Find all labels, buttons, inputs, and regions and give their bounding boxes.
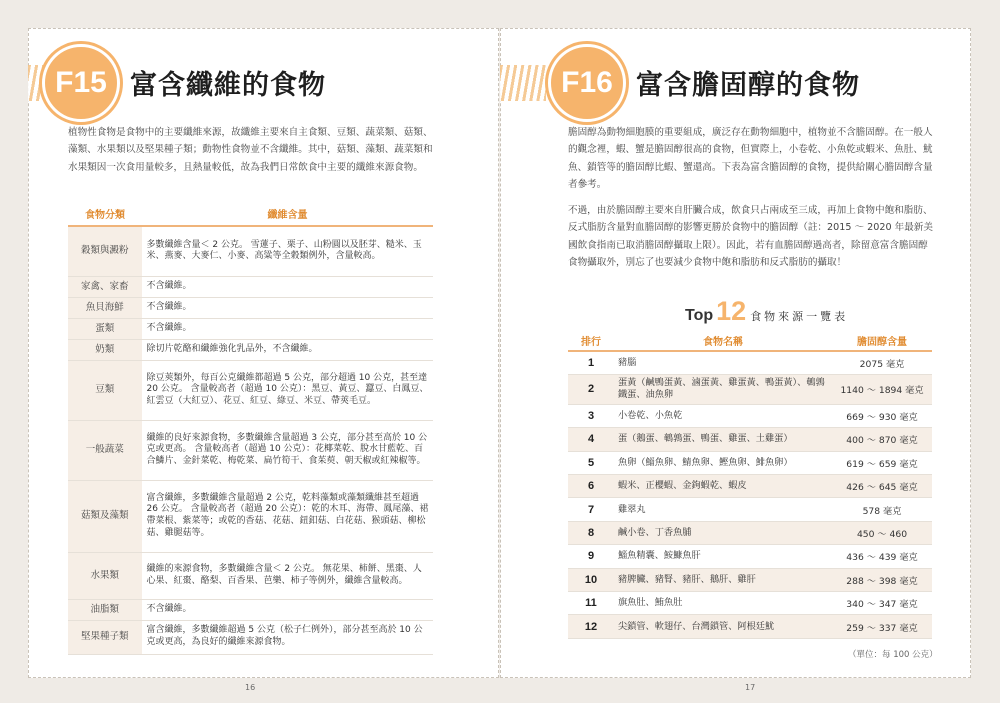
cholesterol-table xyxy=(568,331,932,639)
rank-cell: 4 xyxy=(568,428,614,451)
rank-cell: 5 xyxy=(568,451,614,474)
table-row xyxy=(568,351,932,374)
food-name-cell: 豬脾臟、豬腎、豬肝、鵝肝、雞肝 xyxy=(614,568,832,591)
rank-cell: 1 xyxy=(568,351,614,374)
fiber-category: 水果類 xyxy=(68,552,142,599)
fiber-category: 蛋類 xyxy=(68,318,142,339)
fiber-col-content: 纖維含量 xyxy=(142,202,433,226)
table-row xyxy=(68,276,433,297)
table-row xyxy=(568,404,932,427)
food-name-cell: 尖鎖管、軟翅仔、台灣鎖管、阿根廷魷 xyxy=(614,615,832,638)
fiber-category: 奶類 xyxy=(68,339,142,360)
fiber-category: 堅果種子類 xyxy=(68,620,142,654)
table-row xyxy=(68,552,433,599)
fiber-category: 豆類 xyxy=(68,360,142,420)
rank-cell: 6 xyxy=(568,475,614,498)
fiber-table-header xyxy=(68,202,433,226)
amount-cell: 259 ～ 337 毫克 xyxy=(832,615,932,638)
amount-cell: 288 ～ 398 毫克 xyxy=(832,568,932,591)
table-row xyxy=(568,428,932,451)
section-badge-f15: F15 xyxy=(42,44,120,122)
cholesterol-note-paragraph: 不過，由於膽固醇主要來自肝臟合成，飲食只占兩成至三成，再加上食物中飽和脂肪、反式脂肪含量對血膽固醇的影響更勝於食物中的膽固醇（註：2015 ～ 2020 年最新美國飲食指南已取消膽固醇攝取上限）。因此，若有血膽固醇過高者，除留意富含膽固醇食物攝取外，別忘了也要減少食物中飽和脂肪和反式脂肪的攝取！ xyxy=(568,205,933,269)
amount-cell: 436 ～ 439 毫克 xyxy=(832,545,932,568)
col-cholesterol: 膽固醇含量 xyxy=(832,331,932,351)
fiber-description: 不含纖維。 xyxy=(142,318,433,339)
table-row xyxy=(68,480,433,552)
table-row xyxy=(568,592,932,615)
cholesterol-table-header xyxy=(568,331,932,351)
fiber-description: 多數纖維含量＜ 2 公克。 雪蓮子、栗子、山粉圓以及胚芽、糙米、玉米、燕麥、大麥仁、小麥、高粱等全穀類例外，含量較高。 xyxy=(142,226,433,276)
stripe-decoration xyxy=(500,65,546,101)
table-row xyxy=(568,568,932,591)
fiber-description: 纖維的來源食物，多數纖維含量＜ 2 公克。 無花果、柿餅、黑棗、人心果、紅棗、酪梨、百香果、芭樂、柿子等例外，纖維含量較高。 xyxy=(142,552,433,599)
fiber-description: 不含纖維。 xyxy=(142,276,433,297)
table-row xyxy=(68,599,433,620)
page-number-left: 16 xyxy=(245,683,256,692)
amount-cell: 340 ～ 347 毫克 xyxy=(832,592,932,615)
food-name-cell: 雞翠丸 xyxy=(614,498,832,521)
table-row xyxy=(568,451,932,474)
food-name-cell: 蛋黃（鹹鴨蛋黃、滷蛋黃、雞蛋黃、鴨蛋黃）、鵪鶉鐵蛋、油魚卵 xyxy=(614,374,832,404)
rank-cell: 8 xyxy=(568,521,614,544)
food-name-cell: 鹹小卷、丁香魚脯 xyxy=(614,521,832,544)
section-title-cholesterol: 富含膽固醇的食物 xyxy=(636,70,860,101)
table-row xyxy=(568,521,932,544)
fiber-description: 富含纖維，多數纖維超過 5 公克（松子仁例外），部分甚至高於 10 公克或更高，為良好的纖維來源食物。 xyxy=(142,620,433,654)
rank-cell: 11 xyxy=(568,592,614,615)
fiber-description: 富含纖維，多數纖維含量超過 2 公克，乾料藻類或藻類纖維甚至超過 26 公克。 含量較高者（超過 20 公克）：乾的木耳、海帶、鳳尾藻、裙帶菜根、紫菜等；或乾的香菇、花菇、鈕釦菇、白花菇、猴頭菇、柳松菇、雞腿菇等。 xyxy=(142,480,433,552)
table-row xyxy=(568,615,932,638)
table-row xyxy=(68,420,433,480)
col-food-name: 食物名稱 xyxy=(614,331,832,351)
unit-note: （單位：每 100 公克） xyxy=(848,650,938,660)
section-badge-f16: F16 xyxy=(548,44,626,122)
fiber-description: 不含纖維。 xyxy=(142,599,433,620)
fiber-category: 一般蔬菜 xyxy=(68,420,142,480)
top-number: 12 xyxy=(716,296,747,326)
table-row xyxy=(568,498,932,521)
table-row xyxy=(68,318,433,339)
food-name-cell: 豬腦 xyxy=(614,351,832,374)
table-row xyxy=(68,297,433,318)
fiber-category: 魚貝海鮮 xyxy=(68,297,142,318)
amount-cell: 578 毫克 xyxy=(832,498,932,521)
rank-cell: 3 xyxy=(568,404,614,427)
food-name-cell: 小卷乾、小魚乾 xyxy=(614,404,832,427)
fiber-category: 油脂類 xyxy=(68,599,142,620)
table-row xyxy=(568,475,932,498)
fiber-description: 不含纖維。 xyxy=(142,297,433,318)
amount-cell: 2075 毫克 xyxy=(832,351,932,374)
amount-cell: 669 ～ 930 毫克 xyxy=(832,404,932,427)
table-row xyxy=(68,226,433,276)
rank-cell: 9 xyxy=(568,545,614,568)
table-row xyxy=(568,374,932,404)
amount-cell: 1140 ～ 1894 毫克 xyxy=(832,374,932,404)
food-name-cell: 魚卵（鯔魚卵、鯖魚卵、鰹魚卵、鯡魚卵） xyxy=(614,451,832,474)
top-suffix: 食物來源一覽表 xyxy=(750,310,849,323)
amount-cell: 450 ～ 460 xyxy=(832,521,932,544)
food-name-cell: 旗魚肚、鮪魚肚 xyxy=(614,592,832,615)
fiber-category: 菇類及藻類 xyxy=(68,480,142,552)
table-row xyxy=(68,360,433,420)
food-name-cell: 蛋（鵝蛋、鵪鶉蛋、鴨蛋、雞蛋、土雞蛋） xyxy=(614,428,832,451)
page-number-right: 17 xyxy=(745,683,756,692)
fiber-description: 除豆莢類外，每百公克纖維都超過 5 公克，部分超過 10 公克，甚至達 20 公克。 含量較高者（超過 10 公克）：黑豆、黃豆、蠶豆、白鳳豆、紅雲豆（大紅豆）、花豆、紅豆、綠豆、米豆、帶莢毛豆。 xyxy=(142,360,433,420)
amount-cell: 619 ～ 659 毫克 xyxy=(832,451,932,474)
fiber-description: 纖維的良好來源食物，多數纖維含量超過 3 公克，部分甚至高於 10 公克或更高。 含量較高者（超過 10 公克）：花椰菜乾、脫水甘藍乾、百合鱗片、金針菜乾、梅乾菜、扁竹筍干、食茱萸、朝天椒或紅辣椒等。 xyxy=(142,420,433,480)
cholesterol-intro-paragraph: 膽固醇為動物細胞膜的重要組成，廣泛存在動物細胞中，植物並不含膽固醇。在一般人的觀念裡，蝦、蟹是膽固醇很高的食物，但實際上，小卷乾、小魚乾或蝦米、魚肚、魷魚、鎖管等的膽固醇比蝦、蟹還高。下表為富含膽固醇的食物，提供給關心膽固醇含量者參考。 xyxy=(568,127,933,191)
amount-cell: 426 ～ 645 毫克 xyxy=(832,475,932,498)
fiber-category: 穀類與澱粉 xyxy=(68,226,142,276)
table-row xyxy=(68,339,433,360)
amount-cell: 400 ～ 870 毫克 xyxy=(832,428,932,451)
fiber-description: 除切片乾酪和纖維強化乳品外，不含纖維。 xyxy=(142,339,433,360)
table-row xyxy=(568,545,932,568)
rank-cell: 12 xyxy=(568,615,614,638)
rank-cell: 7 xyxy=(568,498,614,521)
food-name-cell: 鯔魚精囊、鮟鱇魚肝 xyxy=(614,545,832,568)
fiber-category: 家禽、家畜 xyxy=(68,276,142,297)
top-label: Top xyxy=(685,307,714,324)
fiber-intro-paragraph: 植物性食物是食物中的主要纖維來源，故纖維主要來自主食類、豆類、蔬菜類、菇類、藻類、水果類以及堅果種子類；動物性食物並不含纖維。其中，菇類、藻類、蔬菜類和水果類因一次食用量較多，且熱量較低，故為我們日常飲食中主要的纖維來源食物。 xyxy=(68,127,433,173)
rank-cell: 2 xyxy=(568,374,614,404)
section-title-fiber: 富含纖維的食物 xyxy=(130,70,326,101)
fiber-col-category: 食物分類 xyxy=(68,202,142,226)
fiber-table xyxy=(68,202,433,655)
table-row xyxy=(68,620,433,654)
top12-heading xyxy=(685,296,848,327)
rank-cell: 10 xyxy=(568,568,614,591)
col-rank: 排行 xyxy=(568,331,614,351)
food-name-cell: 蝦米、正櫻蝦、金鉤蝦乾、蝦皮 xyxy=(614,475,832,498)
